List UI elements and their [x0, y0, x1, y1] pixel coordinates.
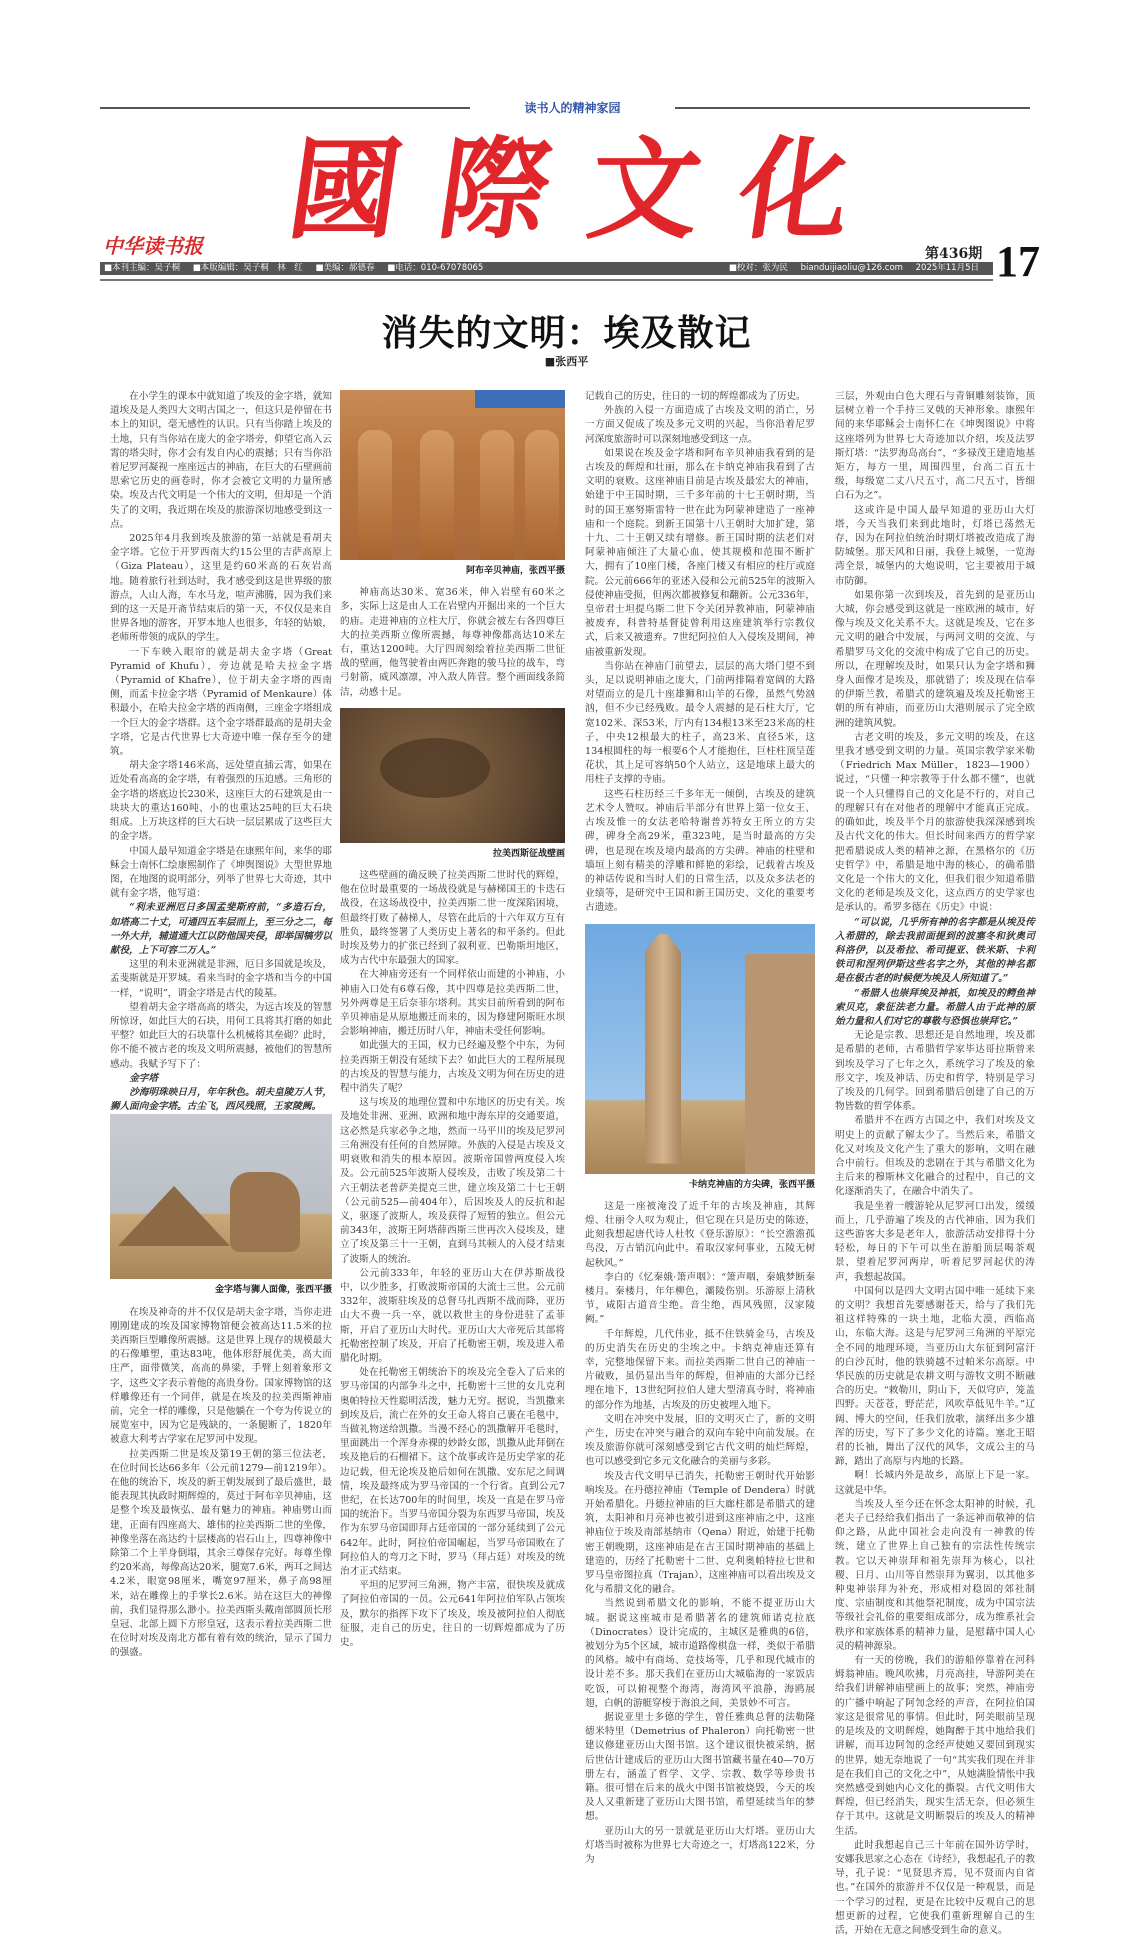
paragraph: 这与埃及的地理位置和中东地区的历史有关。埃及地处非洲、亚洲、欧洲和地中海东岸的交通要道，这必然是兵家必争之地，然而一马平川的埃及尼罗河三角洲没有任何的自然屏障。外族的入侵是古埃及文明衰败和消失的根本原因。波斯帝国曾两度侵入埃及。公元前525年波斯人侵埃及，击败了埃及第二十六王朝法老普萨美提克三世，建立埃及第二十七王朝（公元前525—前404年），后因埃及人的反抗和起义，驱逐了波斯人，埃及获得了短暂的独立。但公元前343年，波斯王阿塔薛西斯三世再次入侵埃及，建立了埃及第三十一王朝，直到马其顿人的入侵才结束了波斯人的统治。 — [340, 1097, 565, 1265]
masthead-char: 國 — [281, 125, 410, 254]
paragraph: 我是坐着一艘游轮从尼罗河口出发，缓缓而上，几乎游遍了埃及的古代神庙，因为我们这些游客大多是老年人，旅游活动安排得十分轻松，每日的下午可以坐在游船顶层喝茶观景，望着尼罗河两岸，听着尼罗河起伏的涛声，我想起故国。 — [835, 1200, 1035, 1283]
poem: 沙海明珠映日月，年年秋色。胡夫皇陵万人节，狮人面向金字塔。古尘飞，西风残照，王家陵阙。 — [110, 1086, 332, 1113]
paragraph: 外族的入侵一方面造成了古埃及文明的消亡，另一方面又促成了埃及多元文明的兴起，当你沿着尼罗河深度旅游时可以深刻地感受到这一点。 — [585, 405, 815, 445]
poem-title: 金字塔 — [129, 1072, 158, 1084]
paragraph: 记载自己的历史，往日的一切的辉煌都成为了历史。 — [585, 391, 806, 402]
paragraph: 如果说在埃及金字塔和阿布辛贝神庙我看到的是古埃及的辉煌和壮丽，那么在卡纳克神庙我看到了古文明的衰败。这座神庙目前是古埃及最宏大的神庙，始建于中王国时期，三千多年前的十七王朝时期，当时的国王塞努斯雷特一世在此为阿蒙神建造了一座神庙和一个庭院。到新王国第十八王朝时大加扩建，第十九、二十王朝又续有增修。新王国时期的法老们对阿蒙神庙倾注了大量心血，使其规模和范围不断扩大，拥有了10座门楼，各座门楼又有相应的柱厅或庭院。公元前666年的亚述入侵和公元前525年的波斯入侵使神庙受损，但两次都被修复和翻新。公元336年，皇帝君士坦提乌斯二世下令关闭异教神庙，阿蒙神庙被废弃，科普特基督徒曾利用这座建筑举行宗教仪式，后来又被遗弃。7世纪阿拉伯人入侵埃及期间，神庙被重新发现。 — [585, 447, 815, 658]
quote: “希腊人也崇拜埃及神祇，如埃及的鳄鱼神索贝克，象征法老力量。希腊人由于此神的原始力量和人们对它的尊敬与恐惧也崇拜它。” — [835, 987, 1035, 1027]
article-title: 消失的文明：埃及散记 — [381, 312, 752, 354]
photo-caption: 阿布辛贝神庙，张西平摄 — [465, 566, 565, 576]
art-editor: ■美编：郝德春 — [315, 263, 375, 273]
slogan-bar — [100, 100, 1030, 114]
paragraph: 2025年4月我到埃及旅游的第一站就是看胡夫金字塔。它位于开罗西南大约15公里的吉萨高原上（Giza Plateau），这里是约60米高的石灰岩高地。随着旅行社到达时，我才感受到这是世界级的旅游点，人山人海，车水马龙，喧声沸腾，因为我们来到的这一天是开斋节结束后的第一天，不仅仅是来自世界各地的游客，开罗本地人也很多，年轻的姑娘，老师所带领的成队的学生。 — [110, 533, 332, 644]
issue-number: 第436期 — [925, 246, 983, 262]
masthead-char: 文 — [581, 125, 710, 254]
article-column-4 — [835, 390, 1035, 1938]
paragraph: 中国人最早知道金字塔是在康熙年间，来华的耶稣会士南怀仁绘康熙制作了《坤舆图说》大型世界地图，在地图的说明部分，列举了世界七大奇迹，其中就有金字塔，他写道： — [110, 845, 332, 900]
obelisk-photo — [585, 924, 815, 1174]
paragraph: 这些石柱历经三千多年无一倾倒，古埃及的建筑艺术令人赞叹。神庙后半部分有世界上第一位女王、古埃及惟一的女法老哈特谢普苏特女王所立的方尖碑，碑身全高29米，重323吨，是当时最高的方尖碑，也是现在埃及境内最高的方尖碑。神庙的柱壁和墙垣上刻有精美的浮雕和鲜艳的彩绘，记载着古埃及的神话传说和当时人们的日常生活，以及众多法老的业绩等，是研究中王国和新王国历史、文化的重要考古遗迹。 — [585, 788, 815, 914]
paragraph: 望着胡夫金字塔高高的塔尖，为远古埃及的智慧所惊讶，如此巨大的石块，用何工具将其打磨的如此平整？如此巨大的石块靠什么机械将其垒砌？此时，你不能不被古老的埃及文明所震撼，被他们的智慧所感动。我赋予写下了： — [110, 1001, 332, 1070]
paragraph: 据说亚里士多德的学生，曾任雅典总督的法勒隆德米特里（Demetrius of Phaleron）向托勒密一世建议修建亚历山大图书馆。这个建议很快被采纳，据后世估计建成后的亚历山大图书馆藏书量在40—70万册左右，涵盖了哲学、文学、宗教、数学等珍贵书籍。很可惜在后来的战火中图书馆被烧毁，今天的埃及人又重新建了亚历山大图书馆，希望延续当年的梦想。 — [585, 1712, 815, 1823]
paragraph: 中国何以是四大文明古国中唯一延续下来的文明？我想首先要感谢苍天，给与了我们先祖这样特殊的一块土地，北临大漠，西临高山，东临大海。这是与尼罗河三角洲的平原完全不同的地理环境，当亚历山大东征到阿富汗的白沙瓦时，他的铁骑越不过帕米尔高原。中华民族的历史就是农耕文明与游牧文明不断融合的历史。“敕勒川，阴山下，天似穹庐，笼盖四野。天苍苍，野茫茫，风吹草低见牛羊。”辽阔、博大的空间，任我们放歌，演绎出多少雄浑的历史，写下了多少文化的诗篇。塞北王昭君的长袖，舞出了汉代的风华，文成公主的马蹄，踏出了高原与内地的长路。 — [835, 1285, 1035, 1468]
sphinx-head-shape — [230, 1172, 300, 1252]
abu-simbel-photo — [340, 390, 565, 560]
paragraph: 这或许是中国人最早知道的亚历山大灯塔，今天当我们来到此地时，灯塔已荡然无存，因为在阿拉伯统治时期灯塔被改造成了海防城堡。那天风和日丽，我登上城堡，一览海湾全景，城堡内的大炮说明，它主要被用于城市防御。 — [835, 504, 1035, 587]
paragraph: 此时我想起自己三十年前在国外访学时，安娜我思家之心态在《诗经》，我想起孔子的教导，孔子说：“见贤思齐焉，见不贤而内自省也。”在国外的旅游并不仅仅是一种观景，而是一个学习的过程，更是在比较中反观自己的思想更新的过程，它使我们重新理解自己的生活，开始在无意之间感受到生命的意义。 — [835, 1839, 1035, 1936]
divider — [100, 279, 993, 281]
staff-info-bar — [100, 262, 993, 275]
paragraph: 李白的《忆秦娥·箫声咽》：“箫声咽，秦娥梦断秦楼月。秦楼月，年年柳色，灞陵伤别。乐游原上清秋节，咸阳古道音尘绝。音尘绝，西风残照，汉家陵阙。” — [585, 1271, 815, 1326]
paragraph: 在大神庙旁还有一个同样依山而建的小神庙，小神庙入口处有6尊石像，其中四尊是拉美西斯二世，另外两尊是王后奈菲尔塔利。其实目前所看到的阿布辛贝神庙是从原地搬迁而来的，因为修建阿斯旺水坝会影响神庙，搬迁历时八年，神庙未受任何影响。 — [340, 969, 565, 1038]
quote: “可以说，几乎所有神的名字都是从埃及传入希腊的，除去我前面提到的波塞冬和狄奥司科洛伊，以及希拉、希司提亚、铁米斯、卡利铁司和涅列伊斯这些名字之外，其他的神名都是在极古老的时候便为埃及人所知道了。” — [835, 916, 1035, 985]
paragraph: 亚历山大的另一景就是亚历山大灯塔。亚历山大灯塔当时被称为世界七大奇迹之一，灯塔高122米，分为 — [585, 1825, 815, 1866]
paragraph: 一下车映入眼帘的就是胡夫金字塔（Great Pyramid of Khufu），旁边就是哈夫拉金字塔（Pyramid of Khafre），位于胡夫金字塔的西南侧，而孟卡拉金字塔（Pyramid of Menkaure）体积最小，在哈夫拉金字塔的西南侧，三座金字塔组成一个巨大的金字塔群。这个金字塔群最高的是胡夫金字塔，它是古代世界七大奇迹中唯一保存至今的建筑。 — [110, 646, 332, 758]
paragraph: 啊！长城内外是故乡，高原上下是一家。这就是中华。 — [835, 1470, 1035, 1496]
paragraph: 三层，外观由白色大理石与青铜雕刻装饰，顶层树立着一个手持三叉戟的天神形象。康熙年间的来华耶稣会士南怀仁在《坤舆图说》中将这座塔列为世界七大奇迹加以介绍，埃及法罗斯灯塔：“法罗海岛高台”，“多禄茂王建造地基矩方，每方一里，周围四里，台高二百五十级，每级宽二丈八尺五寸，高二尺五寸，皆细白石为之”。 — [835, 391, 1035, 502]
masthead-char: 化 — [731, 125, 860, 254]
paragraph: 神庙高达30米、宽36米，伸入岩壁有60米之多，实际上这是由人工在岩壁内开掘出来的一个巨大的庙。走进神庙的立柱大厅，你就会被左右各四尊巨大的拉美西斯立像所震撼，每尊神像都高达10米左右，重达1200吨。大厅四周刻绘着拉美西斯二世征战的壁画，他驾驶着由两匹奔跑的骏马拉的战车，弯弓射箭，威风凛凛，冲入敌人阵营。整个画面线条简洁，动感十足。 — [340, 587, 565, 698]
paragraph: 这里的利未亚洲就是非洲，厄日多国就是埃及，孟斐斯就是开罗城。看来当时的金字塔和当今的中国一样，“说明”，谓金字塔是古代的陵墓。 — [110, 959, 332, 999]
page-number: 17 — [996, 237, 1040, 286]
paragraph: 拉美西斯二世是埃及第19王朝的第三位法老，在位时间长达66多年（公元前1279—前1219年）。在他的统治下，埃及的新王朝发展到了最后盛世，最能表现其执政时期辉煌的，莫过于阿布辛贝神庙，这是整个埃及最恢弘、最有魅力的神庙。神庙劈山而建，正面有四座高大、雄伟的拉美西斯二世的坐像，神像坐落在高达约十层楼高的岩石山上，四尊神像中除第二个上半身倒塌，其余三尊保存完好。每尊坐像约20米高，每像高达20米，腿宽7.6米，两耳之间达4.2米，眼宽98厘米，嘴宽97厘米，鼻子高98厘米，站在雕像上的手掌长2.6米。站在这巨大的神像前，我们显得那么渺小。拉美西斯头戴南部圆顶长形皇冠、北部上圆下方形皇冠，这表示着拉美西斯二世在位时对埃及南北方都有着有效的统治，显示了国力的强盛。 — [110, 1448, 332, 1659]
horse-shape — [380, 738, 490, 798]
photo-caption: 拉美西斯征战壁画 — [492, 848, 565, 859]
proofreader: ■校对：张为民 — [728, 263, 788, 273]
obelisk-shape — [645, 934, 681, 1164]
paragraph: 无论是宗教、思想还是自然地理，埃及都是希腊的老师，古希腊哲学家毕达哥拉斯曾来到埃及学习了七年之久，系统学习了埃及的象形文字，埃及神话、历史和哲学，特别是学习了埃及的几何学。回到希腊后创建了自己的万物皆数的哲学体系。 — [835, 1030, 1035, 1113]
pyramid-shape — [118, 1186, 230, 1246]
sphinx-photo — [110, 1114, 332, 1279]
paragraph: 古老文明的埃及，多元文明的埃及，在这里我才感受到文明的力量。英国宗教学家米勒（Friedrich Max Müller，1823—1900）说过，“只懂一种宗教等于什么都不懂”，也就说一个人只懂得自己的文化是不行的，对自己的理解只有在对他者的理解中才能真正完成。的确如此，埃及半个月的旅游使我深深感到埃及古代文化的伟大。但长时间来西方的哲学家把希腊说成人类的精神之源，在黑格尔的《历史哲学》中，希腊是地中海的核心，的确希腊文化是一个伟大的文化，但我们很少知道希腊文化的老师是埃及文化，这点西方的史学家也是承认的。希罗多德在《历史》中说： — [835, 731, 1035, 914]
paragraph: 有一天的傍晚，我们的游船停靠着在河科姆翁神庙。晚风吹拂，月亮高挂，导游阿美在给我们讲解神庙壁画上的故事；突然，神庙旁的广播中响起了阿訇念经的声音，在阿拉伯国家这是很常见的事情。但此时，阿美眼前呈现的是埃及的文明辉煌，她陶醉于其中地给我们讲解，而耳边阿訇的念经声使她又要回到现实的世界，她无奈地说了一句“其实我们现在并非是在我们自己的文化之中”，从她满脸情怅中我突然感受到她内心文化的撕裂。古代文明伟大辉煌，但已经消失，现实生活无奈，但必须生存于其中。这就是文明断裂后的埃及人的精神生活。 — [835, 1655, 1035, 1837]
photo-caption: 卡纳克神庙的方尖碑，张西平摄 — [688, 1179, 815, 1190]
sky — [475, 390, 565, 408]
photo-caption: 金字塔与狮人面像，张西平摄 — [214, 1285, 332, 1296]
brand-logo: 中华读书报 — [103, 234, 203, 258]
paragraph: 在埃及神奇的并不仅仅是胡夫金字塔，当你走进刚刚建成的埃及国家博物馆便会被高达11.5米的拉美西斯巨型雕像所震撼。这是世界上现存的规模最大的石像雕塑，重达83吨，他体形舒展优美，高大而庄严，面带微笑，高高的鼻梁，手臂上刻着象形文字，这些文字表示着他的高贵身份。国家博物馆的这样雕像还有一个同伴，就是在埃及的拉美西斯神庙前，完全一样的雕像，只是他躺在一个夸为传说立的展览室中，因为它是残缺的，一条腿断了，1820年被意大利考古学家在尼罗河中发现。 — [110, 1306, 332, 1446]
paragraph: 当然说到希腊文化的影响，不能不提亚历山大城。据说这座城市是希腊著名的建筑师诺克拉底（Dinocrates）设计完成的，主城区是雅典的6倍，被划分为5个区域，城市道路像棋盘一样，类似于希腊的风格。城中有商场、竞技场等，几乎和现代城市的设计差不多。那天我们在亚历山大城临海的一家饭店吃饭，可以俯视整个海湾，海湾风平浪静，海鸥展翅，白帆的游艇穿梭于海浪之间，美景妙不可言。 — [585, 1598, 815, 1709]
paragraph: 平坦的尼罗河三角洲，物产丰富，很快埃及就成了阿拉伯帝国的一员。公元641年阿拉伯军队占领埃及，默尔的指挥下攻下了埃及，埃及被阿拉伯人彻底征服，走自己的历史，往日的一切辉煌都成为了历史。 — [340, 1580, 565, 1648]
paragraph: 这些壁画的确反映了拉美西斯二世时代的辉煌，他在位时最重要的一场战役就是与赫梯国王的卡迭石战役，在这场战役中，拉美西斯二世一度深陷困境，但最终打败了赫梯人，尽管在此后的十六年双方互有胜负，最终签署了人类历史上著名的和平条约。但此时埃及势力的扩张已经到了叙利亚、巴勒斯坦地区，成为古代中东最强大的国家。 — [340, 870, 565, 967]
article-column-1 — [110, 390, 332, 1661]
divider — [675, 107, 1030, 109]
divider — [100, 107, 470, 109]
paragraph: 文明在冲突中发展，旧的文明灭亡了，新的文明产生，历史在冲突与融合的双向车轮中向前发展。在埃及旅游你就可深刻感受到它古代文明的灿烂辉煌，也可以感受到它多元文化融合的美丽与多彩。 — [585, 1413, 815, 1468]
temple-wall-shape — [745, 954, 815, 1174]
masthead-title — [281, 125, 860, 255]
paragraph: 希腊并不在西方古国之中，我们对埃及文明史上的贡献了解太少了。当然后来，希腊文化又对埃及文化产生了重大的影响，文明在融合中前行。但埃及的悲剧在于其与希腊文化为主后来的穆斯林文化融合的过程中，自己的文化逐渐消失了，在融合中消失了。 — [835, 1115, 1035, 1198]
date: 2025年11月5日 — [915, 263, 979, 273]
statue-shape — [358, 430, 392, 560]
paragraph: 处在托勒密王朝统治下的埃及完全卷入了后来的罗马帝国的内部争斗之中，托勒密十三世的女儿克利奥帕特拉天性聪明活泼，魅力无穷。据说，当凯撒来到埃及后，流亡在外的女王命人将自己裹在毛毯中，当做礼物送给凯撒。当漫不经心的凯撒解开毛毯时，里面跳出一个浑身赤裸的妙龄女郎，凯撒从此拜倒在埃及艳后的石榴裙下。这个故事或许是历史学家的花边记载，但无论埃及艳后如何在凯撒、安东尼之间调情，埃及最终成为罗马帝国的一个行省。直到公元7世纪，在长达700年的时间里，埃及一直是在罗马帝国的统治下。当罗马帝国分裂为东西罗马帝国，埃及作为东罗马帝国即拜占廷帝国的一部分延续到了公元642年。此时，阿拉伯帝国崛起，当罗马帝国败在了阿拉伯人的弯刀之下时，罗马（拜占廷）对埃及的统治才正式结束。 — [340, 1367, 565, 1577]
statue-shape — [525, 430, 559, 560]
statue-shape — [420, 430, 454, 560]
article-column-3 — [585, 390, 815, 1867]
phone: ■电话：010-67078065 — [387, 263, 484, 273]
quote: “利未亚洲厄日多国孟斐斯府前，“多造石台，如塔高二十丈，可通四五车层而上，至三分之二，每一外大井，辅道通大江以防他国夹侵，即举国犒劳以献役，上下可容二万人。” — [110, 902, 332, 956]
paragraph: 当埃及人至今还在怀念太阳神的时候，孔老夫子已经给我们指出了一条远神而敬神的信仰之路，从此中国社会走向没有一神教的传统，建立了世界上自己独有的宗法性传统宗教。它以天神崇拜和祖先崇拜为核心，以社稷、日月、山川等自然崇拜为翼羽，以其他多种鬼神崇拜为补充，形成相对稳固的郊社制度、宗庙制度和其他祭祀制度，成为中国宗法等级社会礼俗的重要组成部分，成为维系社会秩序和家族体系的精神力量，是慰藉中国人心灵的精神源泉。 — [835, 1498, 1035, 1652]
battle-relief-photo — [340, 708, 565, 843]
paragraph: 当你站在神庙门前望去，层层的高大塔门望不到头，足以说明神庙之庞大，门前两排隔着宽阔的大路对望而立的是几十座雄狮和山羊的石像，虽然气势汹汹，但不少已经残败。最令人震撼的是石柱大厅，它宽102米、深53米，厅内有134根13米至23米高的柱子，中央12根最大的柱子，高23米、直径5米，这134根圆柱的每一根要6个人才能抱住，巨柱柱顶呈莲花状，其上足可容纳50个人站立，这是地球上最大的用柱子支撑的寺庙。 — [585, 660, 815, 786]
paragraph: 这是一座被淹没了近千年的古埃及神庙，其辉煌、壮丽令人叹为观止，但它现在只是历史的陈迹，此刻我想起唐代诗人杜牧《登乐游原》：“长空澹澹孤鸟没，万古销沉向此中。看取汉家何事业，五陵无树起秋风。” — [585, 1200, 815, 1269]
editor-in-chief: ■本刊主编：吴子桐 — [104, 263, 181, 273]
paragraph: 在小学生的课本中就知道了埃及的金字塔，就知道埃及是人类四大文明古国之一，但这只是停留在书本上的知识，毫无感性的认识。只有当你踏上埃及的土地，只有当你站在庞大的金字塔旁，仰望它高入云霄的塔尖时，你才会有发自内心的震撼；只有当你沿着尼罗河凝视一座座远古的神庙，在巨大的石壁画前思索它历史的画卷时，你才会被它文明的力量所感染。埃及古代文明是一个伟大的文明，但却是一个消失了的文明，我近期在埃及的旅游深切地感受到这一点。 — [110, 391, 332, 530]
statue-shape — [480, 430, 514, 560]
byline: ■张西平 — [544, 355, 589, 368]
paragraph: 如此强大的王国，权力已经遍及整个中东，为何拉美西斯王朝没有延续下去？如此巨大的工程所展现的古埃及的智慧与能力，古埃及文明为何在历史的进程中消失了呢？ — [340, 1040, 565, 1095]
paragraph: 千年辉煌，几代伟业，抵不住铁骑金马，古埃及的历史消失在历史的尘埃之中。卡纳克神庙还算有幸，完整地保留下来。而拉美西斯二世自己的神庙一片破败，虽仍显出当年的辉煌，但神庙的大部分已经埋在地下，13世纪阿拉伯人建大型清真寺时，将神庙的部分作为地基，古埃及的历史被埋入地下。 — [585, 1328, 815, 1411]
article-column-2 — [340, 390, 565, 1650]
paragraph: 如果你第一次到埃及，首先到的是亚历山大城，你会感受到这就是一座欧洲的城市，好像与埃及文化关系不大。这就是埃及，它在多元文明的融合中发展，与两河文明的交流、与希腊罗马文化的交流中构成了它自己的历史。所以，在理解埃及时，如果只认为金字塔和狮身人面像才是埃及，那就错了；埃及现在信奉的伊斯兰教，希腊式的建筑遍及埃及托勒密王朝的所有神庙，而亚历山大港则展示了完全欧洲的建筑风貌。 — [835, 589, 1035, 729]
paragraph: 胡夫金字塔146米高，远处望直插云霄，如果在近处看高高的金字塔，有着强烈的压迫感。三角形的金字塔的塔底边长230米，这座巨大的石建筑是由一块块大的重达160吨、小的也重达25吨的巨大石块组成。上万块这样的巨大石块一层层累成了这些巨大的金字塔。 — [110, 760, 332, 843]
masthead-char: 際 — [431, 125, 560, 254]
page-editor: ■本版编辑：吴子桐 林 红 — [192, 263, 303, 273]
email: bianduijiaoliu@126.com — [800, 263, 903, 273]
paragraph: 公元前333年，年轻的亚历山大在伊苏斯战役中，以少胜多，打败波斯帝国的大流士三世。公元前332年，波斯驻埃及的总督马扎西斯不战而降，亚历山大不费一兵一卒，就以救世主的身份进驻了孟菲斯，开启了亚历山大时代。亚历山大大帝死后其部将托勒密控制了埃及，开启了托勒密王朝，埃及进入希腊化时期。 — [340, 1267, 565, 1364]
paragraph: 埃及古代文明早已消失，托勒密王朝时代开始影响埃及。在丹德拉神庙（Temple of Dendera）时就开始希腊化。丹德拉神庙的巨大廊柱都是希腊式的建筑，太阳神和月亮神也被引进到这座神庙之中，这座神庙位于埃及南部基纳市（Qena）附近，始建于托勒密王朝晚期，这座神庙是在古王国时期神庙的基础上建造的，历经了托勒密十二世、克利奥帕特拉七世和罗马皇帝图拉真（Trajan），这座神庙可以看出埃及文化与希腊文化的融合。 — [585, 1470, 815, 1596]
slogan-text: 读书人的精神家园 — [524, 101, 621, 115]
